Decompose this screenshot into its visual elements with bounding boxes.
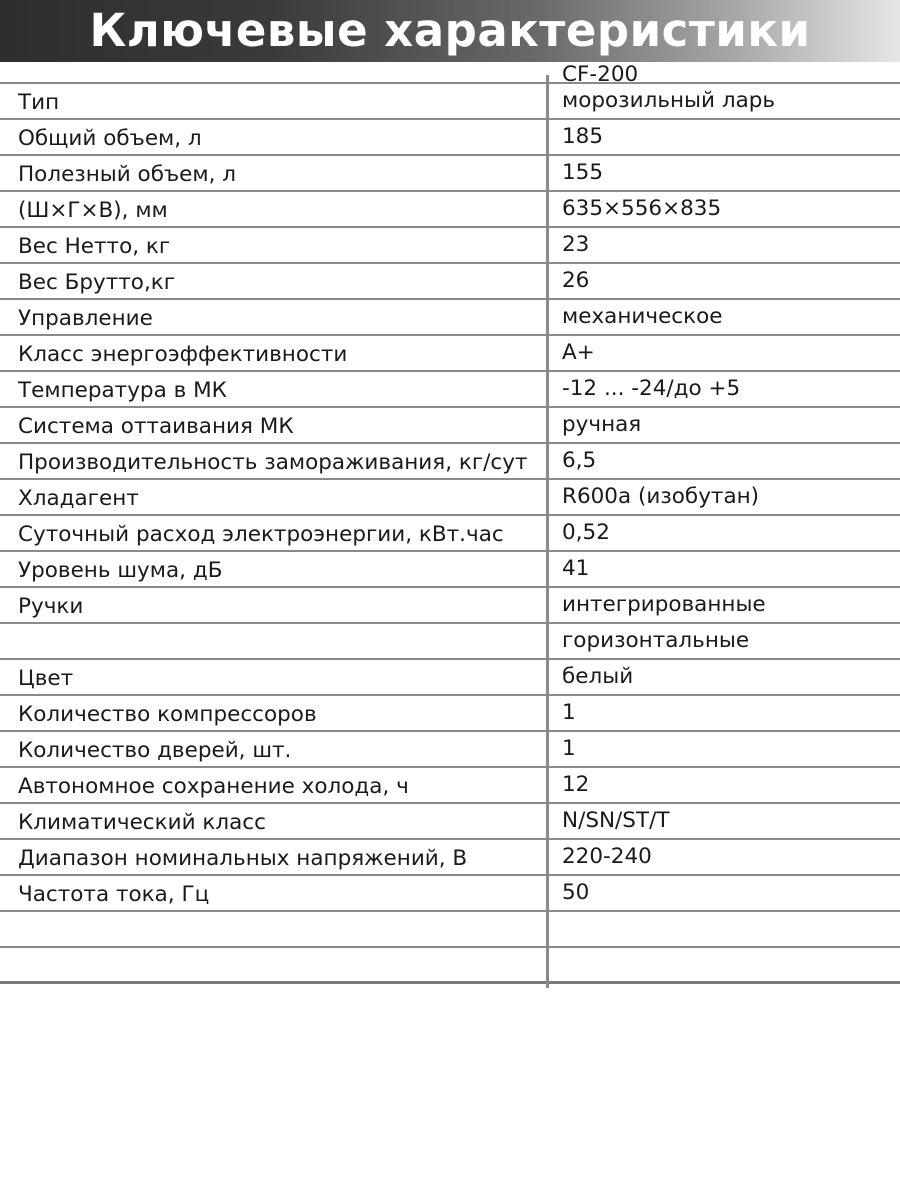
row-label	[18, 948, 543, 981]
row-value: 41	[562, 556, 590, 581]
row-label: Частота тока, Гц	[18, 882, 210, 907]
row-value: 26	[562, 268, 590, 293]
row-label	[18, 624, 543, 658]
row-value: 6,5	[562, 448, 597, 473]
page-title: Ключевые характеристики	[89, 4, 811, 57]
table-row	[0, 876, 900, 912]
row-label: Диапазон номинальных напряжений, В	[18, 846, 468, 871]
table-row	[0, 408, 900, 444]
row-value: морозильный ларь	[562, 88, 776, 113]
table-row	[0, 660, 900, 696]
row-label: (Ш×Г×В), мм	[18, 198, 168, 223]
row-label: Количество дверей, шт.	[18, 738, 292, 763]
row-value: 635×556×835	[562, 196, 722, 221]
table-row	[0, 624, 900, 660]
row-value: интегрированные	[562, 592, 766, 617]
row-value: 23	[562, 232, 590, 257]
row-label: Цвет	[18, 666, 74, 691]
row-value: 1	[562, 736, 576, 761]
row-label: Общий объем, л	[18, 126, 202, 151]
table-row	[0, 264, 900, 300]
row-label: Вес Брутто,кг	[18, 270, 176, 295]
row-value	[562, 912, 892, 946]
row-value: 50	[562, 880, 590, 905]
row-label: Вес Нетто, кг	[18, 234, 171, 259]
title-banner	[0, 0, 900, 62]
row-label: Уровень шума, дБ	[18, 558, 223, 583]
row-label: Класс энергоэффективности	[18, 342, 348, 367]
row-value: белый	[562, 664, 634, 689]
column-divider	[546, 75, 549, 988]
table-row	[0, 300, 900, 336]
table-row	[0, 192, 900, 228]
row-label: Тип	[18, 90, 60, 115]
row-label: Количество компрессоров	[18, 702, 317, 727]
table-row-empty	[0, 912, 900, 948]
row-value: 185	[562, 124, 604, 149]
table-row	[0, 480, 900, 516]
table-row	[0, 804, 900, 840]
row-value: 12	[562, 772, 590, 797]
row-value: R600a (изобутан)	[562, 484, 760, 509]
table-row	[0, 516, 900, 552]
table-header-row	[0, 62, 900, 84]
row-label: Температура в МК	[18, 378, 227, 403]
row-value: A+	[562, 340, 595, 365]
row-label: Суточный расход электроэнергии, кВт.час	[18, 522, 504, 547]
table-row	[0, 84, 900, 120]
table-row	[0, 840, 900, 876]
row-value: -12 ... -24/до +5	[562, 376, 741, 401]
table-row	[0, 444, 900, 480]
table-row	[0, 696, 900, 732]
row-value: ручная	[562, 412, 642, 437]
table-row	[0, 120, 900, 156]
row-label: Управление	[18, 306, 153, 331]
row-label: Система оттаивания МК	[18, 414, 294, 439]
table-row	[0, 372, 900, 408]
row-value	[562, 948, 892, 981]
spec-table	[0, 62, 900, 984]
row-value: 220-240	[562, 844, 652, 869]
row-value: 0,52	[562, 520, 610, 545]
row-value: N/SN/ST/T	[562, 808, 670, 833]
row-value: горизонтальные	[562, 628, 750, 653]
row-label	[18, 912, 543, 946]
table-row	[0, 732, 900, 768]
row-label: Ручки	[18, 594, 84, 619]
table-row	[0, 228, 900, 264]
row-label: Производительность замораживания, кг/сут	[18, 450, 528, 475]
row-label: Хладагент	[18, 486, 139, 511]
table-row	[0, 552, 900, 588]
row-label: Автономное сохранение холода, ч	[18, 774, 409, 799]
model-name: CF-200	[562, 62, 639, 82]
row-label: Климатический класс	[18, 810, 266, 835]
table-row-empty	[0, 948, 900, 984]
table-row	[0, 156, 900, 192]
row-value: механическое	[562, 304, 723, 329]
row-value: 1	[562, 700, 576, 725]
row-label: Полезный объем, л	[18, 162, 237, 187]
table-row	[0, 768, 900, 804]
table-row	[0, 336, 900, 372]
table-row	[0, 588, 900, 624]
row-value: 155	[562, 160, 604, 185]
